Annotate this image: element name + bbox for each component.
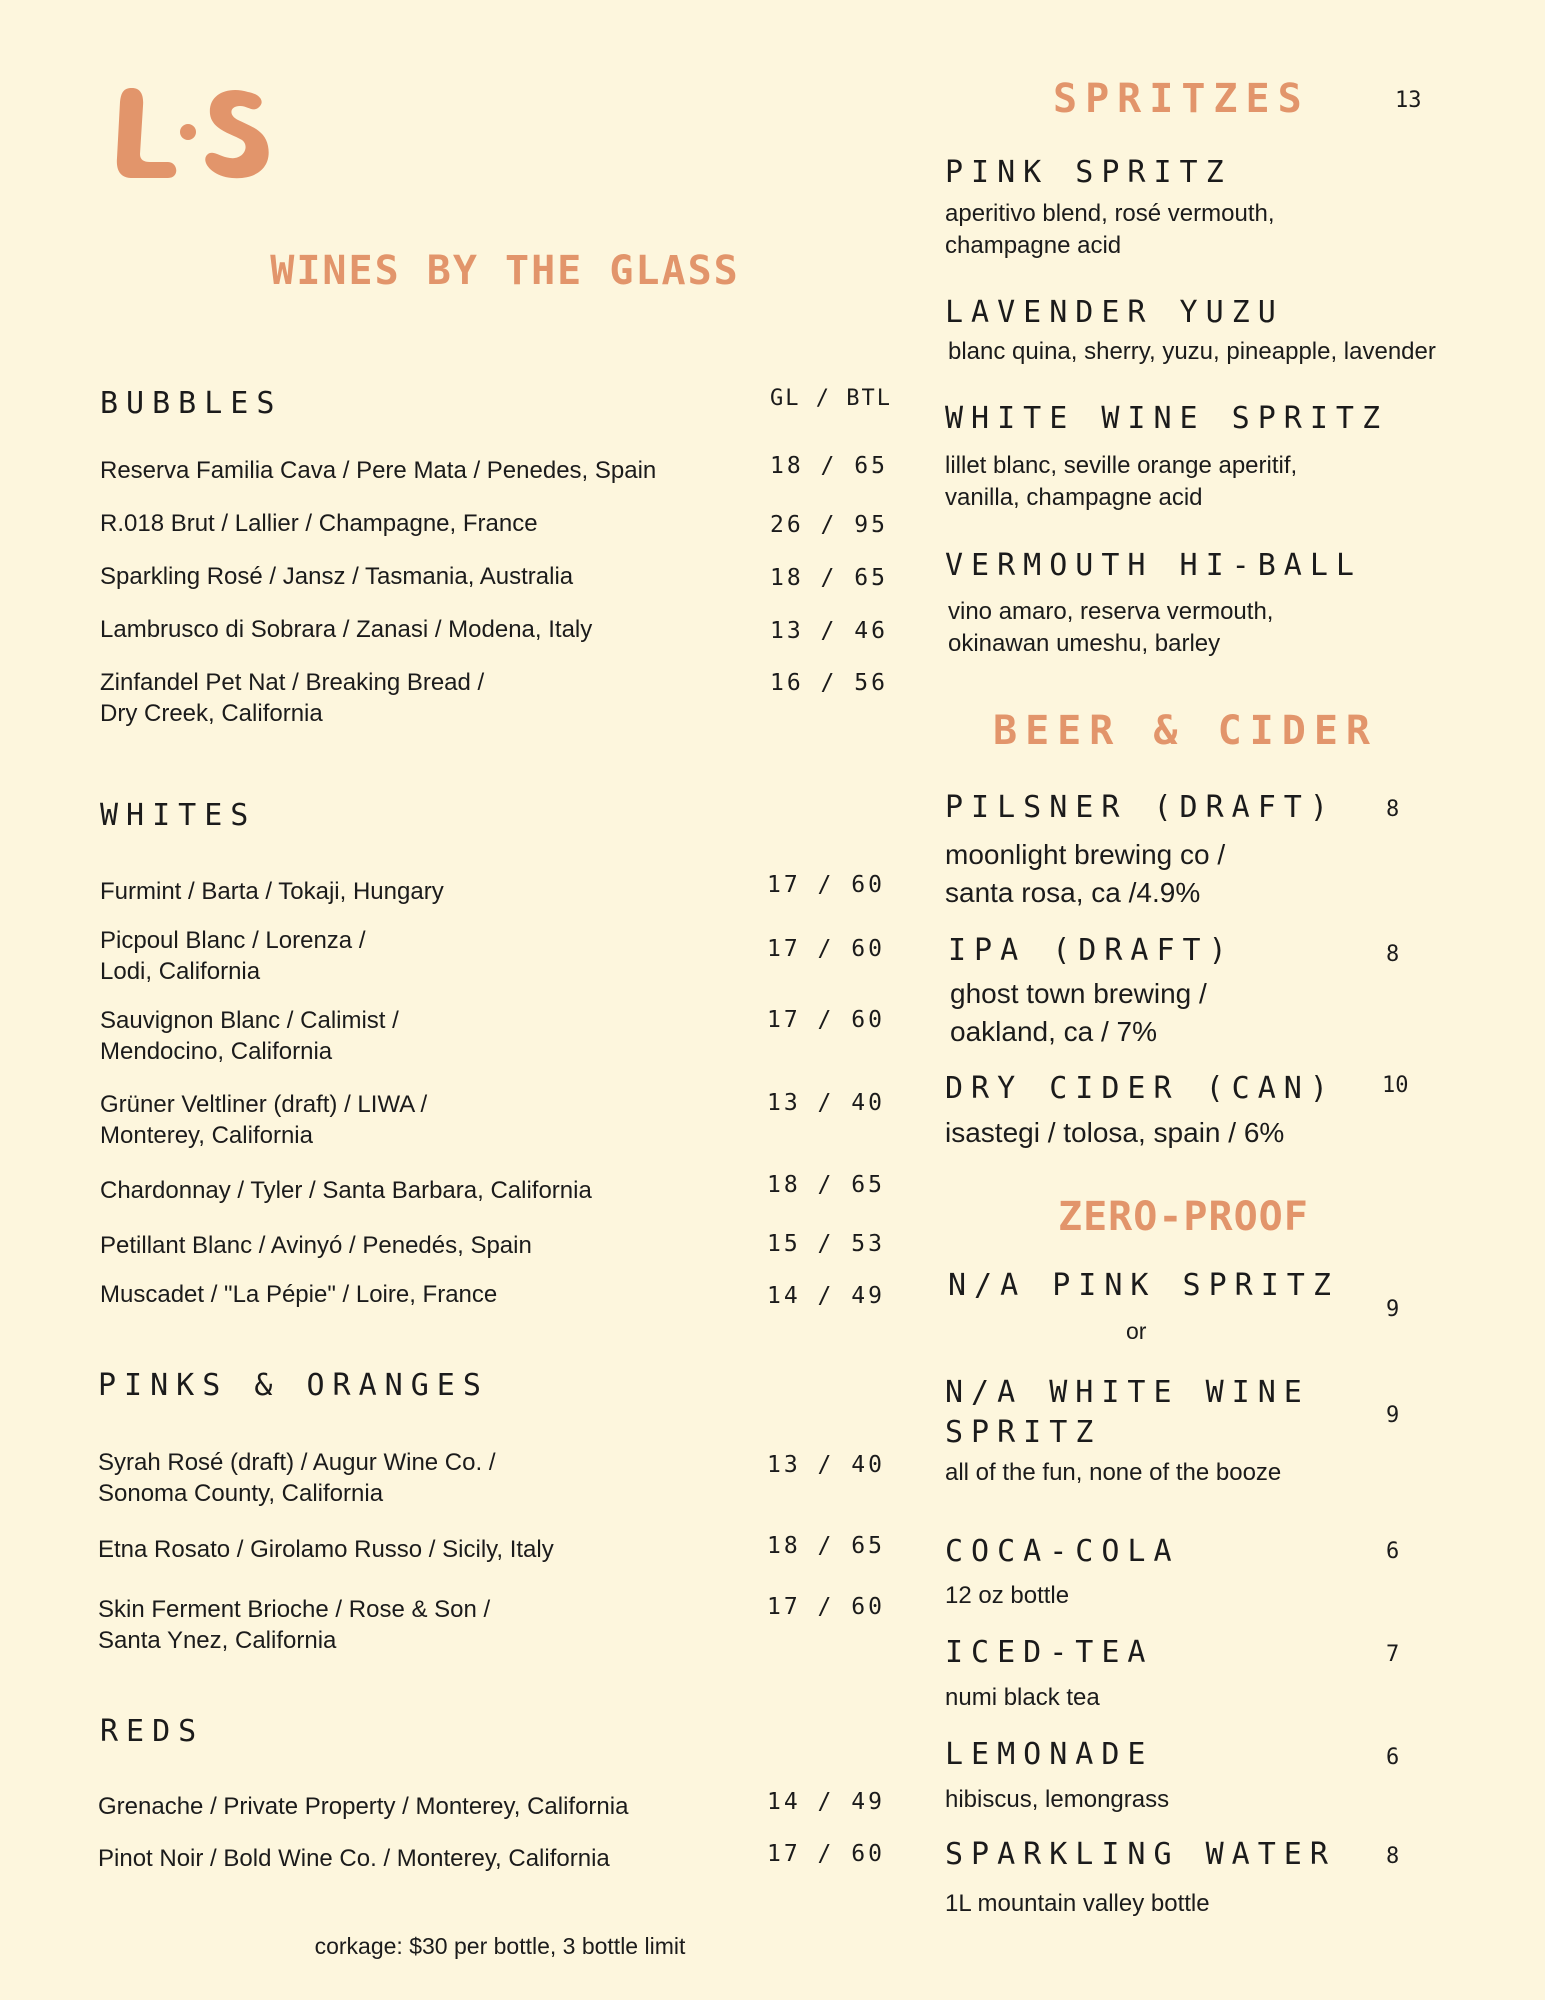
beer-desc [945,836,1505,912]
drink-price: 6 [1386,1745,1400,1770]
name-line: SPRITZ [945,1415,1102,1450]
wine-price: 13 / 40 [767,1452,885,1478]
spritz-name: VERMOUTH HI-BALL [945,548,1362,583]
wine-item [98,1843,738,1874]
cider-name: DRY CIDER (CAN) [945,1071,1336,1106]
wine-name: Petillant Blanc / Avinyó / Penedés, Spain [100,1232,532,1259]
wine-item [100,561,740,592]
desc-line: santa rosa, ca /4.9% [945,877,1201,908]
wine-name: Lambrusco di Sobrara / Zanasi / Modena, Italy [100,616,593,643]
spritzes-title: SPRITZES [1053,76,1310,122]
spritz-name: PINK SPRITZ [945,155,1232,190]
drink-price: 7 [1386,1642,1400,1667]
wine-item [100,1175,740,1206]
wine-item [100,876,740,907]
wine-name: Sparkling Rosé / Jansz / Tasmania, Australia [100,563,574,590]
drink-name: ICED-TEA [945,1635,1154,1670]
desc-line: ghost town brewing / [950,978,1207,1009]
drink-price: 8 [1386,1844,1400,1869]
wine-item [98,1447,738,1509]
desc-line: lillet blanc, seville orange aperitif, [945,452,1298,479]
wine-region: Sonoma County, California [98,1480,384,1507]
desc-line: vino amaro, reserva vermouth, [948,598,1274,625]
wine-name: Furmint / Barta / Tokaji, Hungary [100,878,444,905]
wine-name: Etna Rosato / Girolamo Russo / Sicily, Italy [98,1536,554,1563]
wine-name: Sauvignon Blanc / Calimist / [100,1007,399,1034]
wine-price: 17 / 60 [767,872,885,898]
beer-name: IPA (DRAFT) [948,933,1235,968]
desc-line: aperitivo blend, rosé vermouth, [945,200,1275,227]
wine-price: 17 / 60 [767,936,885,962]
wine-price: 17 / 60 [767,1841,885,1867]
spritz-desc [945,198,1505,262]
desc-line: moonlight brewing co / [945,839,1226,870]
cider-price: 10 [1382,1073,1409,1098]
wine-price: 18 / 65 [770,453,888,479]
wine-item [100,455,740,486]
desc-line: okinawan umeshu, barley [948,630,1221,657]
desc-line: isastegi / tolosa, spain / 6% [945,1117,1285,1148]
cider-desc [945,1114,1505,1152]
wine-name: R.018 Brut / Lallier / Champagne, France [100,510,538,537]
drink-name: LEMONADE [945,1737,1154,1772]
beer-price: 8 [1386,797,1400,822]
beer-name: PILSNER (DRAFT) [945,790,1336,825]
wine-price: 14 / 49 [767,1789,885,1815]
spritzes-price: 13 [1395,88,1422,113]
wine-region: Lodi, California [100,958,261,985]
wine-name: Picpoul Blanc / Lorenza / [100,927,366,954]
wine-name: Pinot Noir / Bold Wine Co. / Monterey, California [98,1845,610,1872]
spritz-desc [948,596,1508,660]
wine-price: 13 / 46 [770,618,888,644]
section-reds: REDS [100,1714,205,1749]
beer-cider-title: BEER & CIDER [993,708,1378,754]
wine-name: Grüner Veltliner (draft) / LIWA / [100,1091,428,1118]
wine-name: Syrah Rosé (draft) / Augur Wine Co. / [98,1449,496,1476]
wine-region: Monterey, California [100,1122,313,1149]
zero-proof-title: ZERO-PROOF [1058,1194,1309,1240]
wine-price: 18 / 65 [770,565,888,591]
wine-region: Santa Ynez, California [98,1627,337,1654]
drink-price: 6 [1386,1539,1400,1564]
wine-item [100,508,740,539]
na-price: 9 [1386,1297,1400,1322]
name-line: N/A WHITE WINE [945,1375,1310,1410]
desc-line: blanc quina, sherry, yuzu, pineapple, lavender [948,338,1436,365]
wine-item [100,925,740,987]
wine-region: Mendocino, California [100,1038,333,1065]
spritz-desc [945,450,1505,514]
beer-desc [950,975,1510,1051]
section-whites: WHITES [100,798,257,833]
wine-item [98,1791,738,1822]
drink-desc: hibiscus, lemongrass [945,1786,1170,1813]
wine-price: 15 / 53 [767,1231,885,1257]
na-desc: all of the fun, none of the booze [945,1459,1282,1486]
wine-region: Dry Creek, California [100,700,323,727]
drink-name: SPARKLING WATER [945,1837,1336,1872]
ls-logo [110,80,275,185]
ls-logo-mark [110,80,275,185]
wine-item [98,1594,738,1656]
wine-item [100,1005,740,1067]
wine-price: 17 / 60 [767,1007,885,1033]
wine-item [100,1279,740,1310]
wine-name: Skin Ferment Brioche / Rose & Son / [98,1596,491,1623]
spritz-desc [948,336,1518,368]
wine-price: 18 / 65 [767,1533,885,1559]
na-price: 9 [1386,1403,1400,1428]
beer-price: 8 [1386,942,1400,967]
wine-item [100,614,740,645]
wine-name: Reserva Familia Cava / Pere Mata / Penedes, Spain [100,457,657,484]
wine-item [100,1089,740,1151]
wine-price: 18 / 65 [767,1172,885,1198]
drink-name: COCA-COLA [945,1534,1180,1569]
wine-name: Grenache / Private Property / Monterey, California [98,1793,629,1820]
wine-name: Muscadet / "La Pépie" / Loire, France [100,1281,498,1308]
wine-item [100,1230,740,1261]
wine-price: 13 / 40 [767,1090,885,1116]
drink-desc: 1L mountain valley bottle [945,1890,1210,1917]
wine-name: Zinfandel Pet Nat / Breaking Bread / [100,669,485,696]
wine-item [98,1534,738,1565]
desc-line: champagne acid [945,232,1122,259]
na-name [945,1373,1310,1453]
spritz-name: WHITE WINE SPRITZ [945,401,1389,436]
spritz-name: LAVENDER YUZU [945,295,1284,330]
wine-price: 17 / 60 [767,1594,885,1620]
desc-line: oakland, ca / 7% [950,1016,1158,1047]
wine-price: 14 / 49 [767,1283,885,1309]
section-pinks-oranges: PINKS & ORANGES [98,1368,489,1403]
wines-title: WINES BY THE GLASS [270,248,740,294]
section-bubbles: BUBBLES [100,386,283,421]
drink-desc: 12 oz bottle [945,1582,1070,1609]
wine-name: Chardonnay / Tyler / Santa Barbara, California [100,1177,592,1204]
wine-item [100,667,740,729]
corkage-note: corkage: $30 per bottle, 3 bottle limit [314,1933,686,1959]
desc-line: vanilla, champagne acid [945,484,1203,511]
wine-price: 26 / 95 [770,512,888,538]
wine-price: 16 / 56 [770,670,888,696]
or-divider: or [1126,1318,1147,1344]
na-name: N/A PINK SPRITZ [948,1268,1339,1303]
drink-desc: numi black tea [945,1684,1100,1711]
glass-bottle-header: GL / BTL [770,386,892,411]
